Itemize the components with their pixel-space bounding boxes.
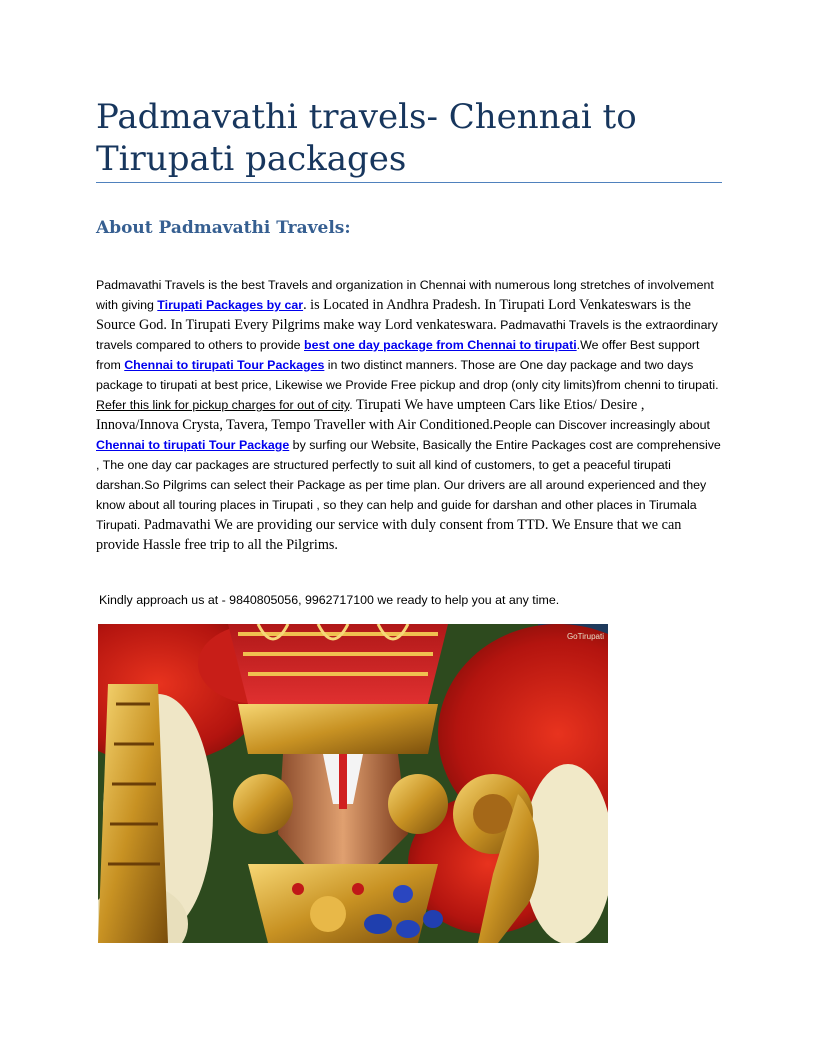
title-underline — [96, 182, 722, 183]
text-period: . — [349, 398, 353, 412]
text-extraordinary: Padmavathi Travels is the extraordinary travels compared to others to provide — [96, 318, 718, 352]
text-website: by surfing our Website, Basically the Entire Packages cost are comprehensive , The one day car packages are structured perfectly to suit all kind of customers, to get a peaceful tirupati darshan.So Pilgrims can select their Package as per time plan. Our drivers are all around experienced and they know about all touring places in Tirupati , so they can help and guide for darshan and other places in Tirumala Tirupati. — [96, 438, 721, 532]
deity-photo — [98, 624, 608, 943]
link-one-day-package[interactable]: best one day package from Chennai to tirupati — [304, 338, 577, 352]
section-heading: About Padmavathi Travels: — [96, 218, 351, 238]
contact-line: Kindly approach us at - 9840805056, 9962717100 we ready to help you at any time. — [99, 593, 560, 607]
text-location: . is Located in Andhra Pradesh. In Tirupati Lord Venkateswars is the Source God. In Tirupati Every Pilgrims make way Lord venkateswara. — [96, 297, 691, 333]
photo-watermark: GoTirupati — [566, 632, 604, 641]
text-support: .We offer Best support from — [96, 338, 700, 372]
about-paragraph — [96, 275, 724, 555]
text-discover: People can Discover increasingly about — [493, 418, 711, 432]
deity-photo-icon — [98, 624, 608, 943]
link-tour-packages[interactable]: Chennai to tirupati Tour Packages — [124, 358, 325, 372]
text-intro: Padmavathi Travels is the best Travels and organization in Chennai with numerous long stretches of involvement with giving — [96, 278, 714, 312]
page-title: Padmavathi travels- Chennai to Tirupati packages — [96, 97, 637, 179]
text-ttd: Padmavathi We are providing our service with duly consent from TTD. We Ensure that we can provide Hassle free trip to all the Pilgrims. — [96, 517, 682, 553]
text-manners: in two distinct manners. Those are One day package and two days package to tirupati at best price, Likewise we Provide Free pickup and drop (only city limits)from chenni to tirupati. — [96, 358, 719, 392]
text-cars: Tirupati We have umpteen Cars like Etios/ Desire , Innova/Innova Crysta, Tavera, Tempo Traveller with Air Conditioned. — [96, 397, 645, 433]
link-tour-package[interactable]: Chennai to tirupati Tour Package — [96, 438, 290, 452]
link-pickup-charges[interactable]: Refer this link for pickup charges for out of city — [96, 398, 350, 412]
link-tirupati-packages-by-car[interactable]: Tirupati Packages by car — [157, 298, 304, 312]
